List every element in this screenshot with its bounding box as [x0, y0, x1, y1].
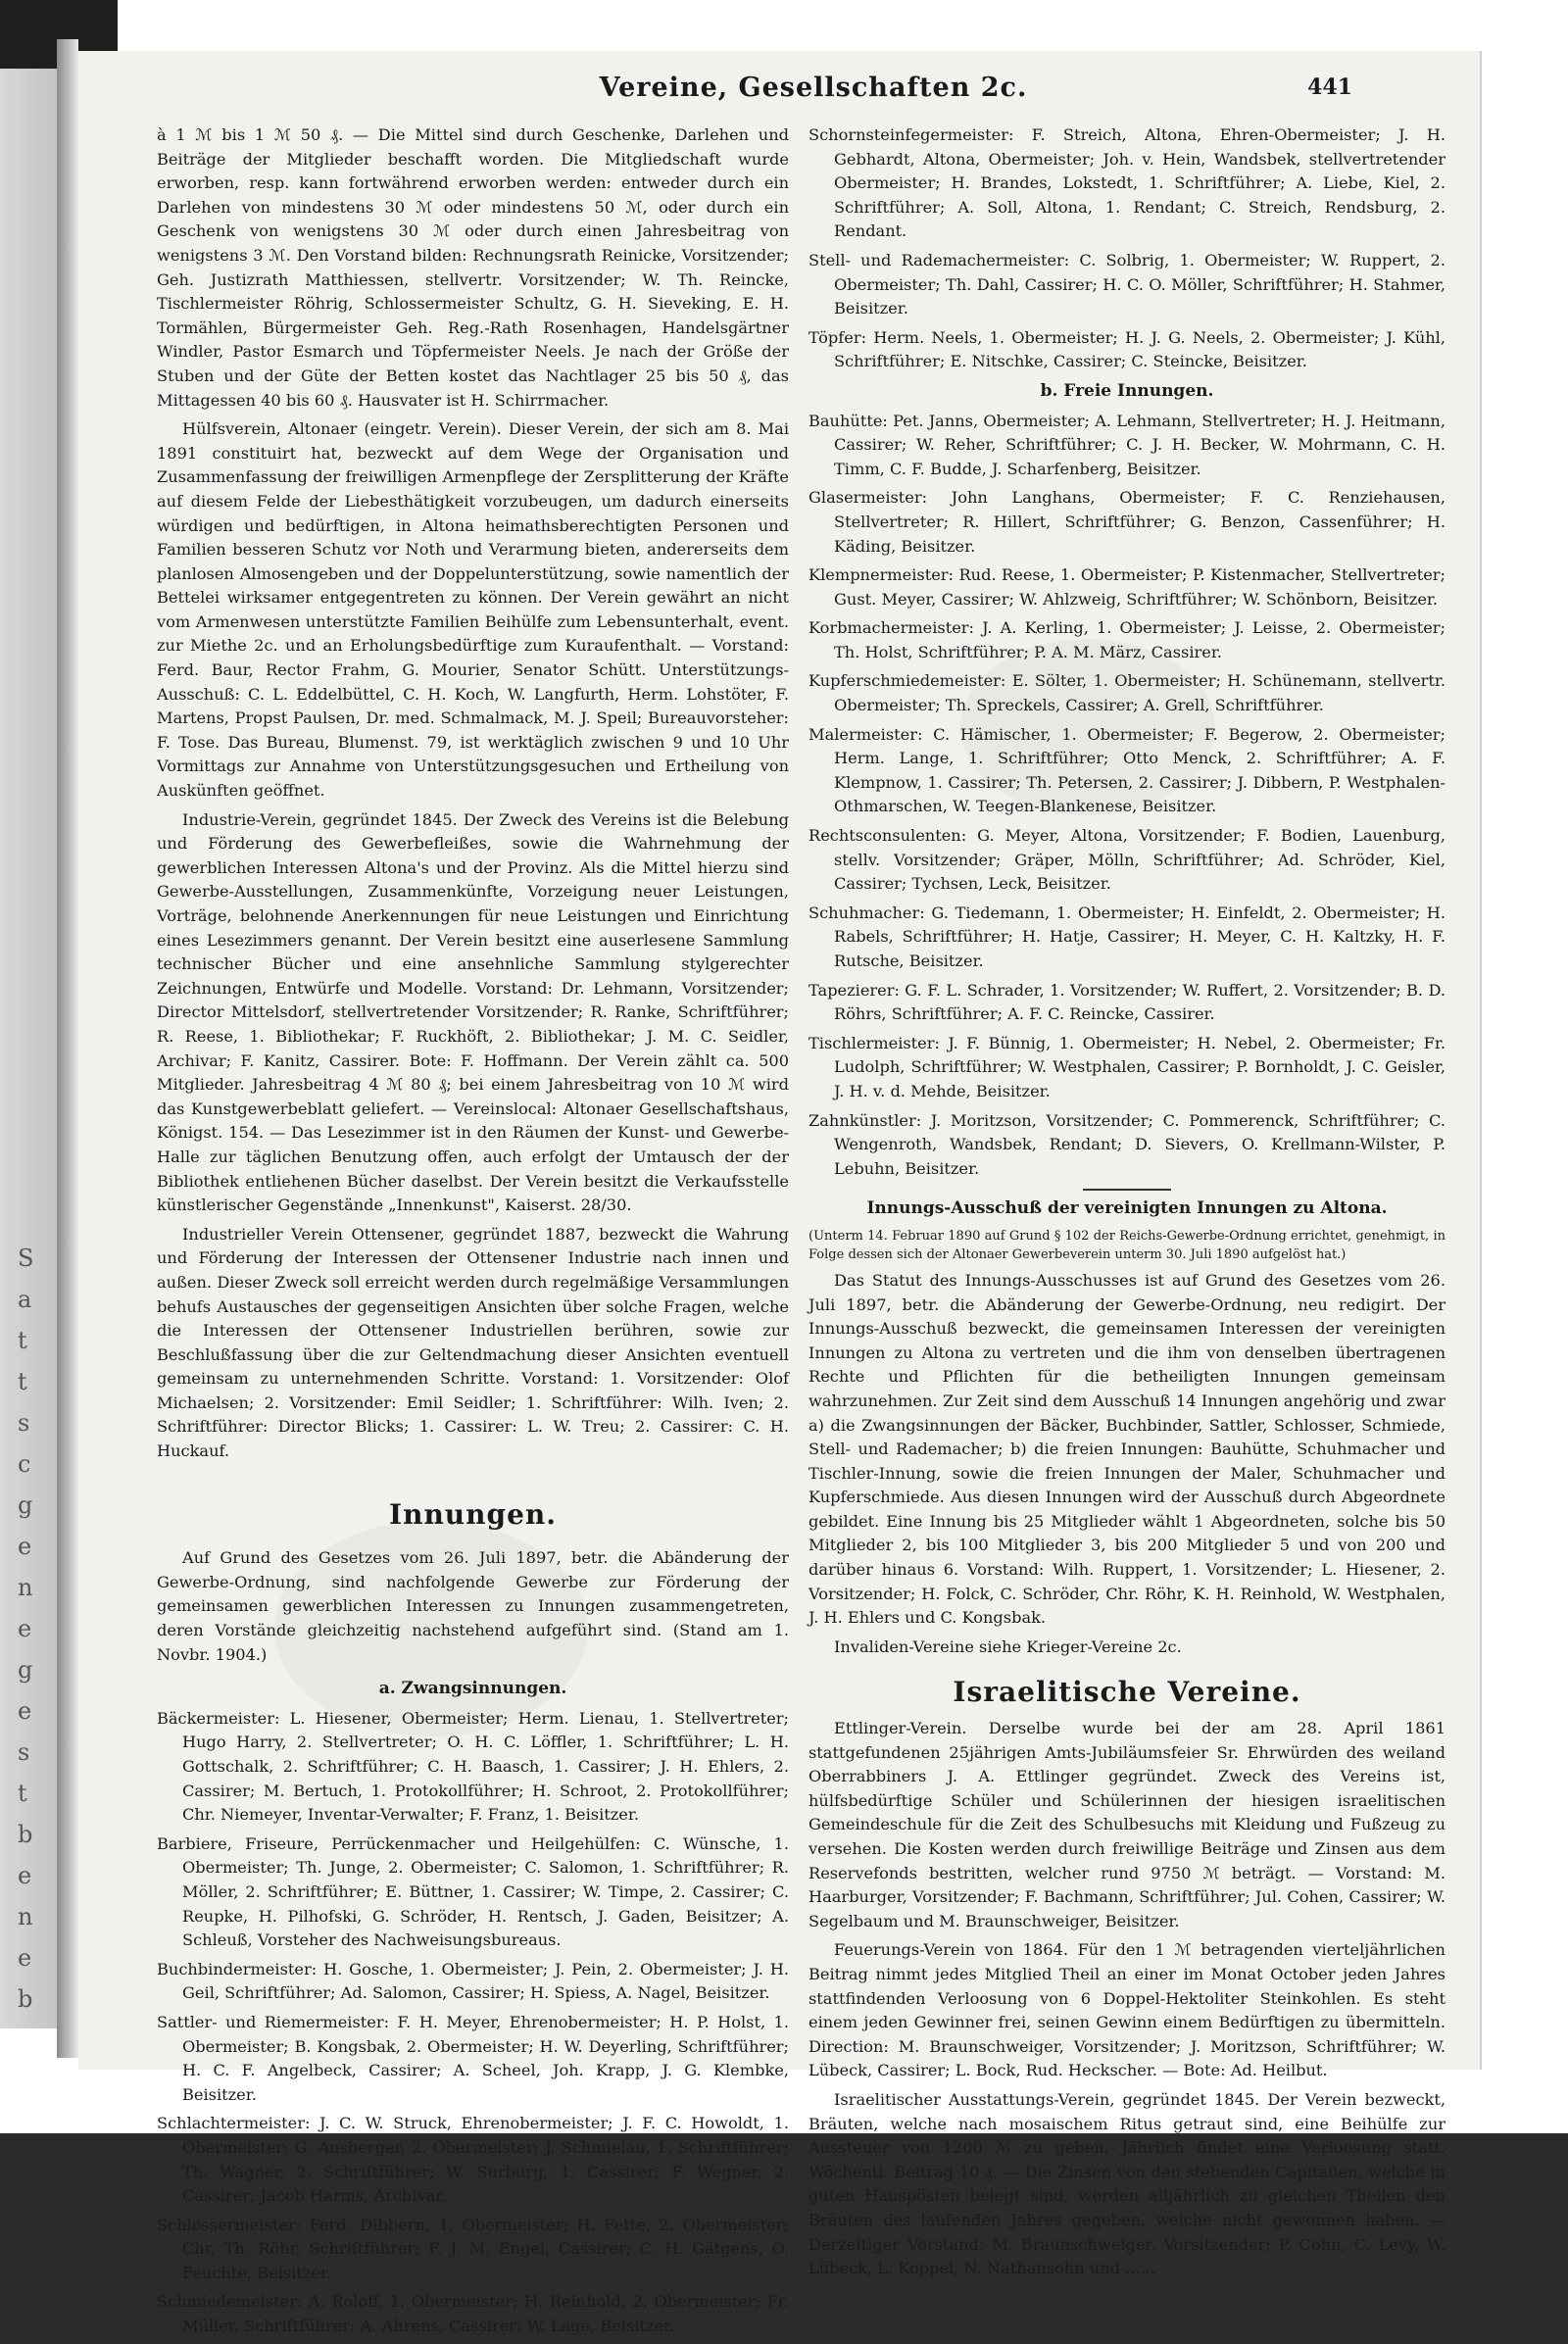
paragraph: Feuerungs-Verein von 1864. Für den 1 ℳ betragenden vierteljährlichen Beitrag nimmt jedes Mitglied Theil an einer im Monat October jeden Jahres stattfindenden Verloosung von 6 Doppel-Hektoliter Steinkohlen. Es steht einem jeden Gewinner frei, seinen Gewinn einem Bedürftigen zu übermitteln. Direction: M. Braunschweiger, Vorsitzender; J. Moritzson, Schriftführer; W. Lübeck, Cassirer; L. Bock, Rud. Heckscher. — Bote: Ad. Heilbut. — [808, 1940, 1446, 2080]
running-head: Vereine, Gesellschaften 2c. — [599, 73, 1028, 103]
list-item: Schmiedemeister: A. Roloff, 1. Obermeister; H. Reinhold, 2. Obermeister; Fr. Müller, Schriftführer; A. Ahrens, Cassirer; W. Lage, Beisitzer. — [157, 2292, 789, 2336]
section-heading: Innungen. — [388, 1497, 558, 1531]
list-item: Tapezierer: G. F. L. Schrader, 1. Vorsitzender; W. Ruffert, 2. Vorsitzender; B. D. Röhrs, Schriftführer; A. F. C. Reincke, Cassirer. — [808, 980, 1446, 1024]
section-heading: Israelitische Vereine. — [953, 1676, 1301, 1709]
edge-character: e — [18, 1615, 32, 1642]
list-item: Kupferschmiedemeister: E. Sölter, 1. Obermeister; H. Schünemann, stellvertr. Obermeister; Th. Spreckels, Cassirer; A. Grell, Schriftführer. — [808, 671, 1446, 715]
edge-character: c — [18, 1450, 31, 1478]
subsection-heading: a. Zwangsinnungen. — [378, 1679, 567, 1699]
edge-character: e — [18, 1533, 32, 1560]
paragraph: à 1 ℳ bis 1 ℳ 50 ₰. — Die Mittel sind durch Geschenke, Darlehen und Beiträge der Mitglieder beschafft worden. Die Mitgliedschaft wurde erworben, resp. kann fortwährend erworben werden: entweder durch ein Darlehen von mindestens 30 ℳ oder mindestens 50 ℳ, oder durch ein Geschenk von wenigstens 30 ℳ oder durch einen Jahresbeitrag von wenigstens 3 ℳ. Den Vorstand bilden: Rechnungsrath Reinicke, Vorsitzender; Geh. Justizrath Matthiessen, stellvertr. Vorsitzender; W. Th. Reincke, Tischlermeister Röhrig, Schlossermeister Schultz, G. H. Sieveking, E. H. Tormählen, Bürgermeister Geh. Reg.-Rath Rosenhagen, Handelsgärtner Windler, Pastor Esmarch und Töpfermeister Neels. Je nach der Größe der Stuben und der Güte der Betten kostet das Nachtlager 25 bis 50 ₰, das Mittagessen 40 bis 60 ₰. Hausvater ist H. Schirrmacher. — [157, 125, 789, 410]
edge-character: n — [18, 1903, 33, 1930]
paragraph: Invaliden-Vereine siehe Krieger-Vereine 2c. — [834, 1636, 1182, 1656]
list-item: Buchbindermeister: H. Gosche, 1. Obermeister; J. Pein, 2. Obermeister; J. H. Geil, Schriftführer; Ad. Salomon, Cassirer; H. Spiess, A. Nagel, Beisitzer. — [157, 1959, 789, 2003]
edge-character: a — [18, 1286, 32, 1313]
list-item: Bauhütte: Pet. Janns, Obermeister; A. Lehmann, Stellvertreter; H. J. Heitmann, Cassirer; W. Reher, Schriftführer; C. J. H. Becker, W. Mohrmann, C. H. Timm, C. F. Budde, J. Scharfenberg, Beisitzer. — [808, 411, 1446, 478]
list-item: Töpfer: Herm. Neels, 1. Obermeister; H. J. G. Neels, 2. Obermeister; J. Kühl, Schriftführer; E. Nitschke, Cassirer; C. Steincke, Beisitzer. — [808, 327, 1446, 371]
subsection-heading: Innungs-Ausschuß der vereinigten Innungen zu Altona. — [866, 1198, 1388, 1219]
edge-character: g — [18, 1491, 33, 1519]
edge-character: S — [18, 1245, 34, 1272]
list-item: Schlachtermeister: J. C. W. Struck, Ehrenobermeister; J. F. C. Howoldt, 1. Obermeister; G. Ansberger, 2. Obermeister; J. Schmielau, 1. Schriftführer; Th. Wagner, 2. Schriftführer; W. Surburg, 1. Cassirer; F. Wegner, 2. Cassirer; Jacob Harms, Archivar. — [157, 2114, 789, 2206]
list-item: Sattler- und Riemermeister: F. H. Meyer, Ehrenobermeister; H. P. Holst, 1. Obermeister; B. Kongsbak, 2. Obermeister; H. W. Deyerling, Schriftführer; H. C. F. Angelbeck, Cassirer; A. Scheel, Joh. Krapp, J. G. Klembke, Beisitzer. — [157, 2012, 789, 2104]
edge-character: n — [18, 1574, 33, 1601]
list-item: Schuhmacher: G. Tiedemann, 1. Obermeister; H. Einfeldt, 2. Obermeister; H. Rabels, Schriftführer; H. Hatje, Cassirer; H. Meyer, C. H. Kaltzky, H. F. Rutsche, Beisitzer. — [808, 903, 1446, 970]
list-item: Zahnkünstler: J. Moritzson, Vorsitzender; C. Pommerenck, Schriftführer; C. Wengenroth, Wandsbek, Rendant; D. Sievers, O. Krellmann-Wilster, P. Lebuhn, Beisitzer. — [808, 1110, 1446, 1178]
edge-character: t — [18, 1327, 27, 1354]
list-item: Glasermeister: John Langhans, Obermeister; F. C. Renziehausen, Stellvertreter; R. Hillert, Schriftführer; G. Benzon, Cassenführer; H. Käding, Beisitzer. — [808, 488, 1446, 556]
edge-character: t — [18, 1780, 27, 1807]
paragraph: Das Statut des Innungs-Ausschusses ist auf Grund des Gesetzes vom 26. Juli 1897, betr. die Abänderung der Gewerbe-Ordnung, neu redigirt. Der Innungs-Ausschuß bezweckt, die gemeinsamen Interessen der vereinigten Innungen zu Altona zu vertreten und die ihm von denselben übertragenen Rechte und Pflichten für die betheiligten Innungen gemeinsam wahrzunehmen. Zur Zeit sind dem Ausschuß 14 Innungen angehörig und zwar a) die Zwangsinnungen der Bäcker, Buchbinder, Sattler, Schlosser, Schmiede, Stell- und Rademacher; b) die freien Innungen: Bauhütte, Schuhmacher und Tischler-Innung, sowie die freien Innungen der Maler, Schuhmacher und Kupferschmiede. Aus diesen Innungen wird der Ausschuß durch Abgeordnete gebildet. Eine Innung bis 25 Mitglieder wählt 1 Abgeordneten, solche bis 50 Mitglieder 2, bis 100 Mitglieder 3, bis 200 Mitglieder 5 und von 200 und darüber hinaus 6. Vorstand: Wilh. Ruppert, 1. Vorsitzender; L. Hiesener, 2. Vorsitzender; H. Folck, C. Schröder, Chr. Röhr, K. H. Reinhold, W. Westphalen, J. H. Ehlers und C. Kongsbak. — [808, 1270, 1446, 1628]
edge-character: s — [18, 1738, 30, 1766]
list-item: Stell- und Rademachermeister: C. Solbrig, 1. Obermeister; W. Ruppert, 2. Obermeister; Th. Dahl, Cassirer; H. C. O. Möller, Schriftführer; H. Stahmer, Beisitzer. — [808, 250, 1446, 318]
list-item: Malermeister: C. Hämischer, 1. Obermeister; F. Begerow, 2. Obermeister; Herm. Lange, 1. Schriftführer; Otto Menck, 2. Schriftführer; A. F. Klempnow, 1. Cassirer; Th. Petersen, 2. Cassirer; J. Dibbern, P. Westphalen-Othmarschen, W. Teegen-Blankenese, Beisitzer. — [808, 724, 1446, 816]
subsection-heading: b. Freie Innungen. — [1040, 380, 1214, 401]
edge-character: e — [18, 1944, 32, 1972]
edge-character: t — [18, 1368, 27, 1395]
list-item: Schlossermeister: Ferd. Dibbern, 1. Obermeister; H. Fette, 2. Obermeister; Chr. Th. Röhr, Schriftführer; F. J. M. Engel, Cassirer; C. H. Gätgens, O. Feuchte, Beisitzer. — [157, 2215, 789, 2282]
list-item: Klempnermeister: Rud. Reese, 1. Obermeister; P. Kistenmacher, Stellvertreter; Gust. Meyer, Cassirer; W. Ahlzweig, Schriftführer; W. Schönborn, Beisitzer. — [808, 565, 1446, 609]
list-item: Bäckermeister: L. Hiesener, Obermeister; Herm. Lienau, 1. Stellvertreter; Hugo Harry, 2. Stellvertreter; O. H. C. Löffler, 1. Schriftführer; L. H. Gottschalk, 2. Schriftführer; C. H. Baasch, 1. Cassirer; J. H. Ehlers, 2. Cassirer; M. Bertuch, 1. Protokollführer; H. Schroot, 2. Protokollführer; Chr. Niemeyer, Inventar-Verwalter; F. Franz, 1. Beisitzer. — [157, 1708, 789, 1825]
note: (Unterm 14. Februar 1890 auf Grund § 102 der Reichs-Gewerbe-Ordnung errichtet, genehmigt, in Folge dessen sich der Altonaer Gewerbeverein unterm 30. Juli 1890 aufgelöst hat.) — [808, 1228, 1446, 1262]
edge-character: s — [18, 1409, 30, 1437]
list-item: Korbmachermeister: J. A. Kerling, 1. Obermeister; J. Leisse, 2. Obermeister; Th. Holst, Schriftführer; P. A. M. März, Cassirer. — [808, 618, 1446, 661]
edge-character: e — [18, 1862, 32, 1889]
paragraph: Ettlinger-Verein. Derselbe wurde bei der am 28. April 1861 stattgefundenen 25jährigen Amts-Jubiläumsfeier Sr. Ehrwürden des weiland Oberrabbiners J. A. Ettlinger gegründet. Zweck des Vereins ist, hülfsbedürftige Schüler und Schülerinnen der hiesigen israelitischen Gemeindeschule für die Zeit des Schulbesuchs mit Kleidung und Fußzeug zu versehen. Die Kosten werden durch freiwillige Beiträge und Zinsen aus dem Reservefonds bestritten, welcher rund 9750 ℳ beträgt. — Vorstand: M. Haarburger, Vorsitzender; F. Bachmann, Schriftführer; Jul. Cohen, Cassirer; W. Segelbaum und M. Braunschweiger, Beisitzer. — [808, 1719, 1446, 1930]
left-column — [157, 123, 789, 2344]
document-page — [78, 51, 1480, 2336]
edge-character: b — [18, 1821, 33, 1848]
right-column — [808, 123, 1446, 2286]
list-item: Schornsteinfegermeister: F. Streich, Altona, Ehren-Obermeister; J. H. Gebhardt, Altona, Obermeister; Joh. v. Hein, Wandsbek, stellvertretender Obermeister; H. Brandes, Lokstedt, 1. Schriftführer; A. Liebe, Kiel, 2. Schriftführer; A. Soll, Altona, 1. Rendant; C. Streich, Rendsburg, 2. Rendant. — [808, 125, 1446, 241]
previous-page-edge — [0, 69, 57, 2028]
edge-character: e — [18, 1697, 32, 1725]
page-number: 441 — [1307, 74, 1352, 100]
paragraph: Israelitischer Ausstattungs-Verein, gegründet 1845. Der Verein bezweckt, Bräuten, welche nach mosaischem Ritus getraut sind, eine Beihülfe zur Aussteuer von 1200 ℳ zu geben. Jährlich findet eine Verloosung statt. Wöchentl. Beitrag 10 ₰. — Die Zinsen von den stehenden Capitalien, welche in guten Hauspösten belegt sind, werden alljährlich zu gleichen Theilen den Bräuten des laufenden Jahres gegeben, welche nicht gewonnen haben. — Derzeitiger Vorstand: M. Braunschweiger, Vorsitzender; P. Cohn, C. Levy, W. Lübeck, L. Koppel, N. Nathansohn und ...... — [808, 2089, 1446, 2278]
paragraph: Auf Grund des Gesetzes vom 26. Juli 1897, betr. die Abänderung der Gewerbe-Ordnung, sind nachfolgende Gewerbe zur Förderung der gemeinsamen gewerblichen Interessen zu Innungen zusammengetreten, deren Vorstände gleichzeitig nachstehend aufgeführt sind. (Stand am 1. Novbr. 1904.) — [157, 1548, 789, 1664]
paragraph: Hülfsverein, Altonaer (eingetr. Verein). Dieser Verein, der sich am 8. Mai 1891 constituirt hat, bezweckt auf dem Wege der Organisation und Zusammenfassung der freiwilligen Armenpflege der Zersplitterung der Kräfte auf diesem Felde der Liebesthätigkeit vorzubeugen, um dadurch einerseits würdigen und bedürftigen, in Altona heimathsberechtigten Personen und Familien besseren Schutz vor Noth und Verarmung bieten, andererseits dem planlosen Almosengeben und der Doppelunterstützung, sowie namentlich der Bettelei wirksamer entgegentreten zu können. Der Verein gewährt an nicht vom Armenwesen unterstützte Familien Beihülfe zum Lebensunterhalt, event. zur Miethe 2c. und an Erholungsbedürftige zum Kuraufenthalt. — Vorstand: Ferd. Baur, Rector Frahm, G. Mourier, Senator Schütt. Unterstützungs-Ausschuß: C. L. Eddelbüttel, C. H. Koch, W. Langfurth, Herm. Lohstöter, F. Martens, Propst Paulsen, Dr. med. Schmalmack, M. J. Speil; Bureauvorsteher: F. Tose. Das Bureau, Blumenst. 79, ist werktäglich zwischen 9 und 10 Uhr Vormittags zur Annahme von Unterstützungsgesuchen und Ertheilung von Auskünften geöffnet. — [157, 419, 789, 801]
list-item: Barbiere, Friseure, Perrückenmacher und Heilgehülfen: C. Wünsche, 1. Obermeister; Th. Junge, 2. Obermeister; C. Salomon, 1. Schriftführer; R. Möller, 2. Schriftführer; E. Büttner, 1. Cassirer; W. Timpe, 2. Cassirer; C. Reupke, H. Pilhofski, G. Schröder, H. Rentsch, J. Gaden, Beisitzer; A. Schleuß, Vorsteher des Nachweisungsbureaus. — [157, 1833, 789, 1950]
edge-character: b — [18, 1985, 33, 2013]
page-header — [78, 73, 1480, 120]
list-item: Tischlermeister: J. F. Bünnig, 1. Obermeister; H. Nebel, 2. Obermeister; Fr. Ludolph, Schriftführer; W. Westphalen, Cassirer; P. Bornholdt, J. C. Geisler, J. H. v. d. Mehde, Beisitzer. — [808, 1033, 1446, 1100]
list-item: Rechtsconsulenten: G. Meyer, Altona, Vorsitzender; F. Bodien, Lauenburg, stellv. Vorsitzender; Gräper, Mölln, Schriftführer; Ad. Schröder, Kiel, Cassirer; Tychsen, Leck, Beisitzer. — [808, 826, 1446, 894]
edge-character: g — [18, 1656, 33, 1684]
book-gutter — [57, 39, 78, 2058]
paragraph: Industrieller Verein Ottensener, gegründet 1887, bezweckt die Wahrung und Förderung der Interessen der Ottensener Industrie nach innen und außen. Dieser Zweck soll erreicht werden durch regelmäßige Versammlungen behufs Austausches der gegenseitigen Ansichten über solche Fragen, welche die Interessen der Ottensener Industriellen berühren, sowie zur Beschlußfassung über die zur Geltendmachung dieser Ansichten eventuell gemeinsam zu unternehmenden Schritte. Vorstand: 1. Vorsitzender: Olof Michaelsen; 2. Vorsitzender: Emil Seidler; 1. Schriftführer: Wilh. Iven; 2. Schriftführer: Director Blicks; 1. Cassirer: L. W. Treu; 2. Cassirer: C. H. Huckauf. — [157, 1224, 789, 1461]
divider — [1083, 1189, 1171, 1191]
paragraph: Industrie-Verein, gegründet 1845. Der Zweck des Vereins ist die Belebung und Förderung des Gewerbefleißes, sowie die Wahrnehmung der gewerblichen Interessen Altona's und der Provinz. Als die Mittel hierzu sind Gewerbe-Ausstellungen, Zusammenkünfte, Vorzeigung neuer Leistungen, Vorträge, belohnende Anerkennungen für neue Leistungen und Einrichtung eines Lesezimmers genannt. Der Verein besitzt eine auserlesene Sammlung technischer Bücher und eine ansehnliche Sammlung stylgerechter Zeichnungen, Entwürfe und Modelle. Vorstand: Dr. Lehmann, Vorsitzender; Director Mittelsdorf, stellvertretender Vorsitzender; R. Ranke, Schriftführer; R. Reese, 1. Bibliothekar; F. Ruckhöft, 2. Bibliothekar; J. M. C. Seidler, Archivar; F. Kanitz, Cassirer. Bote: F. Hoffmann. Der Verein zählt ca. 500 Mitglieder. Jahresbeitrag 4 ℳ 80 ₰; bei einem Jahresbeitrag von 10 ℳ wird das Kunstgewerbeblatt geliefert. — Vereinslocal: Altonaer Gesellschaftshaus, Königst. 154. — Das Lesezimmer ist in den Räumen der Kunst- und Gewerbe-Halle zur täglichen Benutzung offen, auch erfolgt der Umtausch der der Bibliothek entliehenen Bücher daselbst. Der Verein besitzt die Verkaufsstelle künstlerischer Gegenstände „Innenkunst", Kaiserst. 28/30. — [157, 809, 789, 1215]
